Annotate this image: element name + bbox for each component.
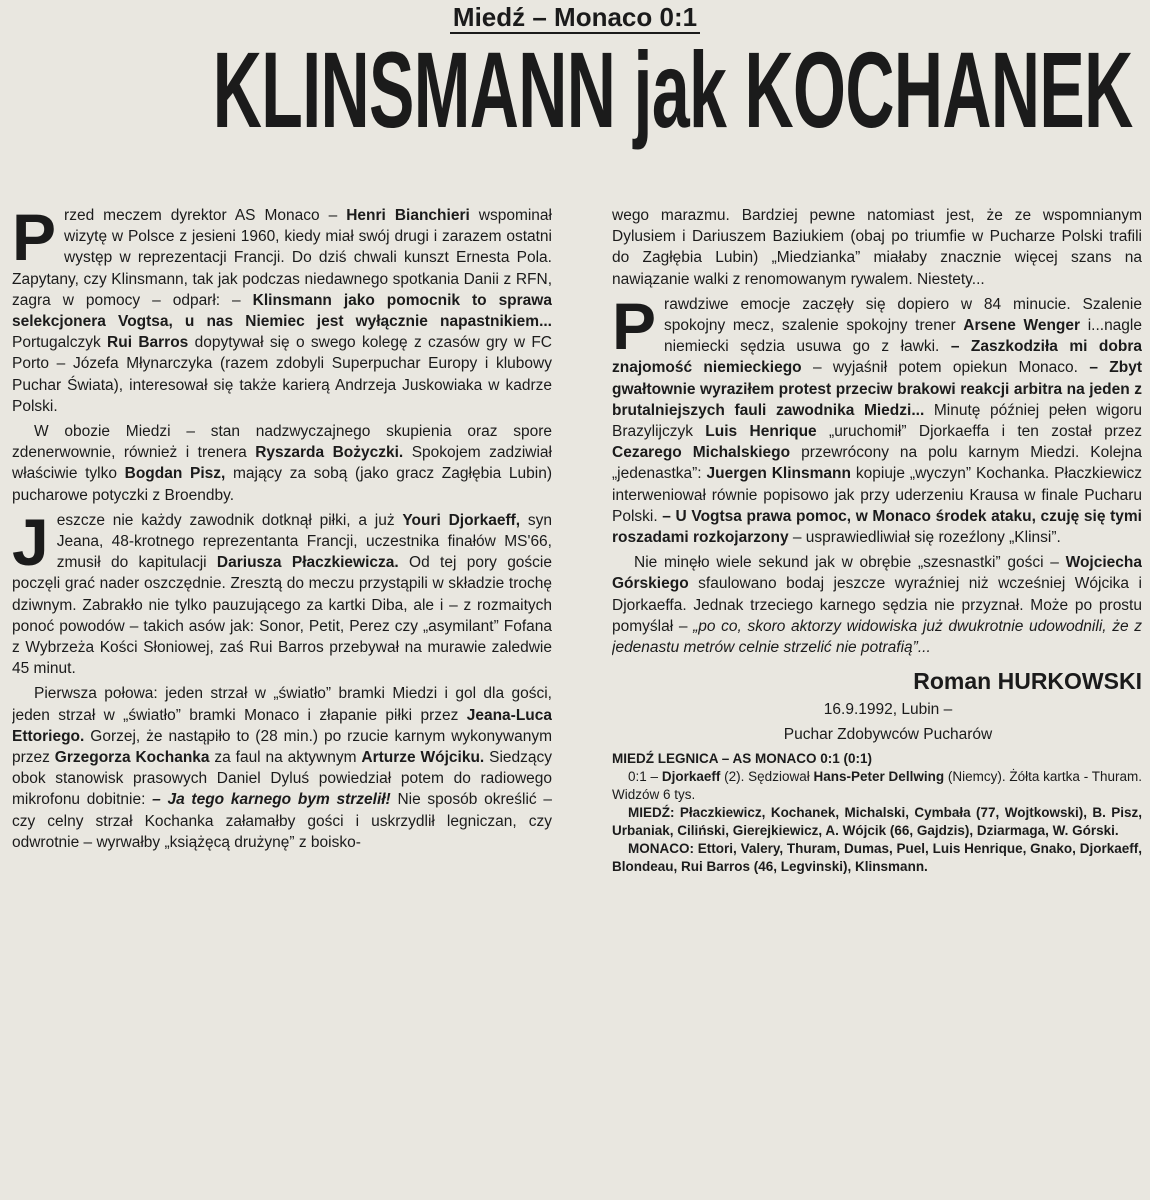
text-run: „uruchomił” Djorkaeffa i ten został przez — [816, 423, 1142, 441]
dateline: 16.9.1992, Lubin – — [823, 701, 953, 719]
text-run: Portugalczyk — [12, 334, 108, 352]
competition-name: Puchar Zdobywców Pucharów — [783, 726, 993, 744]
bold-run: Dariusza Płaczkiewicza. — [216, 554, 399, 572]
headline: KLINSMANN jak KOCHANEK — [212, 29, 1133, 150]
lineup-monaco — [612, 840, 1142, 876]
bold-run: Djorkaeff — [661, 768, 721, 784]
bold-quote: – U Vogtsa prawa pomoc, w Monaco środek ataku, czuję się tymi roszadami rozkojarzony — [612, 507, 1142, 547]
bold-run: Luis Henrique — [705, 423, 817, 441]
text-run: dopytywał się o swego kolegę z czasów gry w FC Porto – Józefa Młynarczyka (razem zdobyli Superpuchar Europy i klubowy Puchar Świata), interesował się także karierą Andrzeja Juskowiaka w kadrze Polski. — [12, 334, 552, 415]
text-run: (Niemcy). Żółta kartka - Thuram. Widzów 6 tys. — [612, 768, 1142, 802]
text-run: Spokojem zadziwiał właściwie tylko — [12, 444, 552, 483]
bold-run: Bogdan Pisz, — [124, 465, 226, 483]
text-run: i...nagle niemiecki sędzia usuwa go z ławki. — [664, 317, 1142, 356]
goal-details — [612, 768, 1142, 804]
kicker-text: Miedź – Monaco 0:1 — [450, 2, 700, 34]
text-run: 0:1 – — [628, 768, 662, 784]
bold-run: Wojciecha Górskiego — [612, 554, 1142, 593]
author-byline: Roman HURKOWSKI — [913, 668, 1142, 695]
paragraph-emotions — [612, 288, 1142, 548]
text-run: rawdziwe emocje zaczęły się dopiero w 84 minucie. Szalenie spokojny mecz, szalenie spokojny trener — [664, 295, 1142, 335]
text-run: przewrócony na polu karnym Miedzi. Kolejna „jedenastka”: — [612, 444, 1142, 483]
bold-run: Youri Djorkaeff, — [402, 511, 521, 529]
match-result-text: MIEDŹ LEGNICA – AS MONACO 0:1 (0:1) — [612, 750, 873, 766]
column-left — [12, 205, 552, 1195]
drop-cap: P — [612, 288, 657, 363]
text-run: Pierwsza połowa: jeden strzał w „światło” bramki Miedzi i gol dla gości, jeden strzał w „światło” bramki Monaco i złapanie piłki przez — [12, 685, 552, 724]
text-run: mający za sobą (jako gracz Zagłębia Lubin) pucharowe potyczki z Broendby. — [12, 465, 552, 504]
text-run: syn Jeana, 48-krotnego reprezentanta Francji, uczestnika finałów MS'66, zmusił do kapitulacji — [56, 511, 552, 572]
italic-quote: „po co, skoro aktorzy widowiska już dwukrotnie udowodnili, że z jedenastu metrów celnie strzelić nie potrafią”... — [612, 617, 1142, 657]
text-run: Nie sposób określić – czy celny strzał Kochanka załamałby gości i uskrzydlił legniczan, czy odwrotnie – wyrwałby „książęcą drużynę” z boisko- — [12, 791, 552, 851]
text-run: (2). Sędziował — [720, 768, 814, 784]
column-right — [612, 205, 1142, 1195]
text-run: – usprawiedliwiał się rozeźlony „Klinsi”. — [788, 529, 1061, 547]
paragraph-third-foul — [612, 552, 1142, 658]
text-run: Minutę później pełen wigoru Brazylijczyk — [612, 401, 1142, 441]
drop-cap: P — [12, 205, 57, 274]
drop-cap: J — [12, 504, 49, 579]
lineup-monaco-text: MONACO: Ettori, Valery, Thuram, Dumas, Puel, Luis Henrique, Gnako, Djorkaeff, Blondeau, Rui Barros (46, Legvinski), Klinsmann. — [612, 840, 1142, 874]
text-run: Siedzący obok stanowisk prasowych Daniel Dyluś powiedział potem do radiowego mikrofonu dobitnie: — [12, 749, 552, 809]
text-run: Od tej pory goście poczęli grać nader oszczędnie. Zresztą do meczu przystąpili w składzie trochę dziwnym. Zabrakło nie tylko pauzującego za kartki Diba, ale i – z rozmaitych ponoć powodów – takich asów jak: Sonor, Petit, Perez czy „asymilant” Fofana z Wybrzeża Kości Słoniowej, zaś Rui Barros przebywał na murawie zaledwie 45 minut. — [12, 554, 552, 678]
bold-run: Ryszarda Bożyczki. — [255, 444, 404, 462]
bold-run: Grzegorza Kochanka — [54, 749, 210, 767]
bold-run: Arsene Wenger — [963, 317, 1081, 335]
bold-run: Hans-Peter Dellwing — [813, 768, 945, 784]
bold-quote: – Zbyt gwałtownie wyraziłem protest przeciw brakowi reakcji arbitra na jeden z brutalniejszych fauli zawodnika Miedzi... — [612, 359, 1142, 419]
text-run: W obozie Miedzi – stan nadzwyczajnego skupienia oraz spore zdenerwownie, również i trenera — [12, 423, 552, 462]
match-report-box — [612, 750, 1142, 876]
paragraph-first-half — [12, 683, 552, 853]
text-run: Gorzej, że nastąpiło to (28 min.) po rzucie karnym wykonywanym przez — [12, 727, 552, 767]
bold-run: Juergen Klinsmann — [706, 465, 851, 483]
paragraph-camp — [12, 421, 552, 506]
paragraph-first-goal — [12, 504, 552, 680]
text-run: rzed meczem dyrektor AS Monaco – — [64, 207, 347, 224]
match-result — [612, 750, 1142, 768]
bold-quote: Klinsmann jako pomocnik to sprawa selekcjonera Vogtsa, u nas Niemiec jest wyłącznie napastnikiem... — [12, 291, 552, 331]
text-run: sfaulowano bodaj jeszcze wyraźniej niż wcześniej Wójcika i Djorkaeffa. Jednak trzeciego karnego sędzia nie przyznał. Może po prostu pomyślał – — [612, 575, 1142, 635]
text-run: kopiuje „wyczyn” Kochanka. Płaczkiewicz interweniował równie popisowo jak przy uderzeniu Krausa w finale Pucharu Polski. — [612, 465, 1142, 525]
paragraph-intro — [12, 205, 552, 417]
text-run: wspominał wizytę w Polsce z jesieni 1960, kiedy miał swój drugi i zarazem ostatni występ w reprezentacji Francji. Do dziś chwali kunszt Ernesta Pola. Zapytany, czy Klinsmann, tak jak podczas niedawnego spotkania Danii z RFN, zagra w pomocy – odparł: – — [12, 207, 552, 309]
bold-run: Arturze Wójciku. — [361, 749, 485, 767]
bold-run: Cezarego Michalskiego — [612, 444, 791, 462]
bold-italic-quote: – Ja tego karnego bym strzelił! — [152, 791, 391, 809]
bold-quote: – Zaszkodziła mi dobra znajomość niemieckiego — [612, 338, 1142, 377]
lineup-miedz — [612, 804, 1142, 840]
bold-run: Jeana-Luca Ettoriego. — [12, 706, 552, 745]
lineup-miedz-text: MIEDŹ: Płaczkiewicz, Kochanek, Michalski, Cymbała (77, Wojtkowski), B. Pisz, Urbaniak, Ciliński, Gierejkiewicz, A. Wójcik (66, Gajdzis), Dziarmaga, W. Górski. — [612, 804, 1142, 838]
bold-run: Henri Bianchieri — [346, 207, 470, 224]
text-run: Nie minęło wiele sekund jak w obrębie „szesnastki” gości – — [634, 554, 1066, 572]
text-run: eszcze nie każdy zawodnik dotknął piłki, a już — [56, 511, 403, 529]
text-run: – wyjaśnił potem opiekun Monaco. — [801, 359, 1090, 377]
bold-run: Rui Barros — [107, 334, 189, 352]
paragraph-continued: wego marazmu. Bardziej pewne natomiast jest, że ze wspomnianym Dylusiem i Dariuszem Baziukiem (obaj po triumfie w Pucharze Polski trafili do Zagłębia Lubin) „Miedzianka” miałaby znacznie więcej szans na nawiązanie walki z renomowanym rywalem. Niestety... — [612, 207, 1142, 288]
text-run: za faul na aktywnym — [209, 749, 362, 767]
